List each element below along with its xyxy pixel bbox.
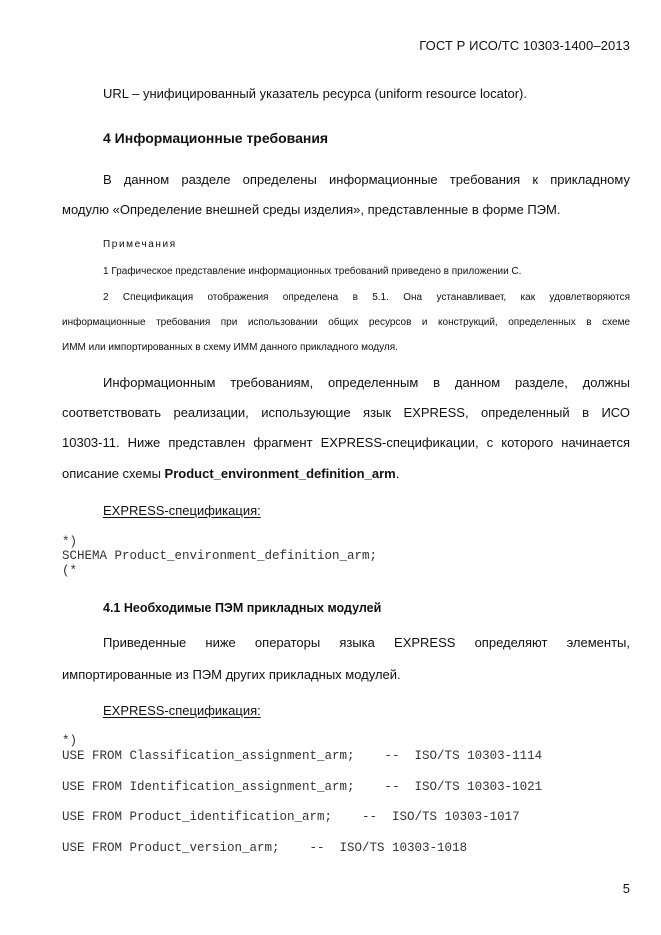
section-4-title: 4 Информационные требования xyxy=(103,130,329,146)
section-4-para-line-1: В данном разделе определены информационные требования к прикладному xyxy=(103,172,630,187)
section-4-1-para-line-1: Приведенные ниже операторы языка EXPRESS определяют элементы, xyxy=(103,635,630,650)
section-4-1-title: 4.1 Необходимые ПЭМ прикладных модулей xyxy=(103,601,382,615)
use-from-line: USE FROM Product_identification_arm; -- ISO/TS 10303-1017 xyxy=(62,810,520,824)
use-from-line: USE FROM Identification_assignment_arm; -- ISO/TS 10303-1021 xyxy=(62,780,543,794)
note-2-line-2: информационные требования при использовании общих ресурсов и конструкций, определенных в схеме xyxy=(62,317,630,328)
express-spec-label-2: EXPRESS-спецификация: xyxy=(103,703,261,718)
para-2-line-3: 10303-11. Ниже представлен фрагмент EXPRESS-спецификации, с которого начинается xyxy=(62,435,630,450)
notes-title: Примечания xyxy=(103,239,177,250)
section-4-1-para-line-2: импортированные из ПЭМ других прикладных модулей. xyxy=(62,667,401,682)
code-line-2: SCHEMA Product_environment_definition_arm; xyxy=(62,549,378,563)
use-from-line: USE FROM Product_version_arm; -- ISO/TS 10303-1018 xyxy=(62,841,468,855)
standard-header: ГОСТ Р ИСО/ТС 10303-1400–2013 xyxy=(419,38,630,53)
para-2-line-4-prefix: описание схемы xyxy=(62,466,165,481)
section-4-para-line-2: модулю «Определение внешней среды изделия», представленные в форме ПЭМ. xyxy=(62,202,561,217)
para-2-line-4 xyxy=(62,466,399,481)
use-from-line: USE FROM Classification_assignment_arm; -- ISO/TS 10303-1114 xyxy=(62,749,543,763)
code-line-3: (* xyxy=(62,564,78,578)
note-1: 1 Графическое представление информационных требований приведено в приложении С. xyxy=(103,266,522,277)
url-definition: URL – унифицированный указатель ресурса (uniform resource locator). xyxy=(103,86,527,101)
code-line-1: *) xyxy=(62,535,78,549)
schema-name: Product_environment_definition_arm xyxy=(164,466,396,481)
note-2-line-3: ИММ или импортированных в схему ИММ данного прикладного модуля. xyxy=(62,342,398,353)
code-open-comment: *) xyxy=(62,734,78,748)
para-2-line-2: соответствовать реализации, использующие язык EXPRESS, определенный в ИСО xyxy=(62,405,630,420)
express-spec-label-1: EXPRESS-спецификация: xyxy=(103,503,261,518)
para-2-line-1: Информационным требованиям, определенным в данном разделе, должны xyxy=(103,375,630,390)
para-2-line-4-suffix: . xyxy=(395,466,400,481)
page-number: 5 xyxy=(622,881,630,896)
note-2-line-1: 2 Спецификация отображения определена в 5.1. Она устанавливает, как удовлетворяются xyxy=(103,292,630,303)
